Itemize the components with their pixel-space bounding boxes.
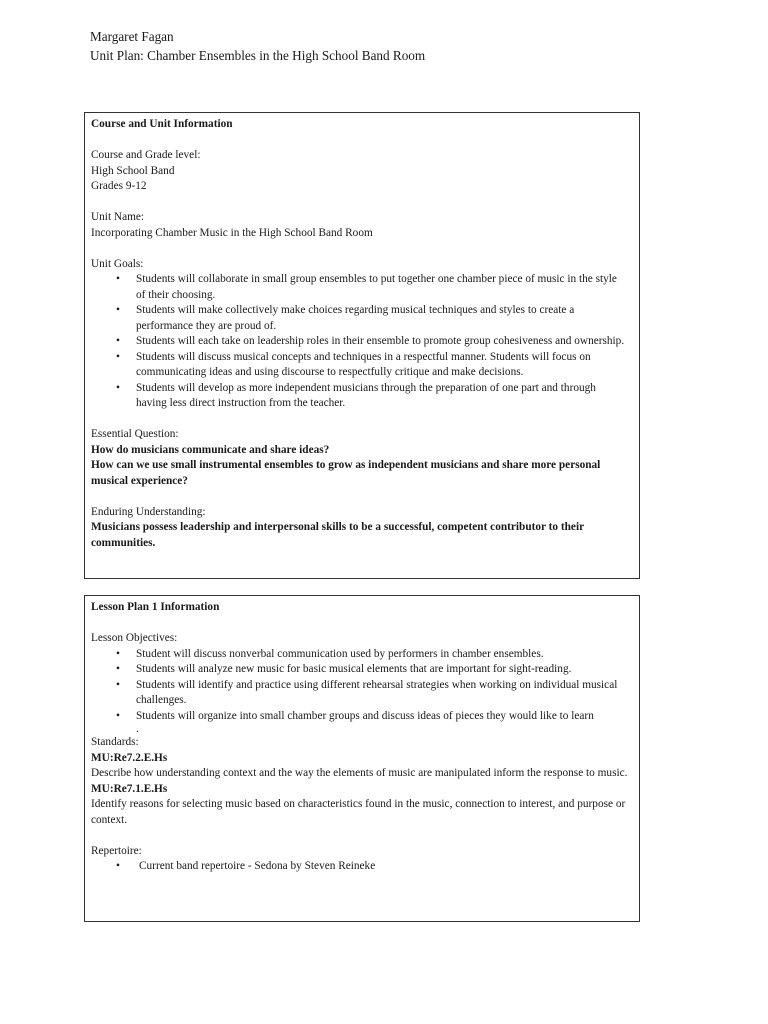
enduring-understanding-label: Enduring Understanding: <box>91 505 206 518</box>
standard-text: Describe how understanding context and the way the elements of music are manipulated inform the response to music. <box>91 767 628 779</box>
unit-goals-label: Unit Goals: <box>91 257 144 270</box>
unit-goals-list <box>91 272 629 412</box>
unit-name: Incorporating Chamber Music in the High School Band Room <box>91 226 373 239</box>
document-header <box>90 27 425 65</box>
lesson-plan-heading: Lesson Plan 1 Information <box>91 601 220 613</box>
standard-text: Identify reasons for selecting music based on characteristics found in the music, connection to interest, and purpose or context. <box>91 798 626 826</box>
list-item: • Students will develop as more independent musicians through the preparation of one part and through having less direct instruction from the teacher. <box>91 381 629 412</box>
essential-question-label: Essential Question: <box>91 428 179 440</box>
list-item: • Student will discuss nonverbal communication used by performers in chamber ensembles. <box>91 647 629 663</box>
essential-question: How can we use small instrumental ensembles to grow as independent musicians and share more personal musical experience? <box>91 459 601 487</box>
essential-question: How do musicians communicate and share ideas? <box>91 443 330 456</box>
repertoire-list <box>91 859 629 875</box>
enduring-understanding: Musicians possess leadership and interpersonal skills to be a successful, competent contributor to their communities. <box>91 521 584 549</box>
course-unit-info-box <box>84 112 640 579</box>
lesson-objectives-label: Lesson Objectives: <box>91 632 178 644</box>
course-unit-heading: Course and Unit Information <box>91 118 233 130</box>
stray-period: . <box>136 723 139 735</box>
list-item: • Students will discuss musical concepts and techniques in a respectful manner. Students will focus on communicating ideas and using discourse to respectfully critique and make decisions. <box>91 350 629 381</box>
lesson-plan-info-box <box>84 595 640 922</box>
list-item: • Students will collaborate in small group ensembles to put together one chamber piece of music in the style of their choosing. <box>91 272 629 303</box>
list-item: • Current band repertoire - Sedona by Steven Reineke <box>91 859 629 875</box>
grade-line: Grades 9-12 <box>91 180 147 192</box>
standard-code: MU:Re7.2.E.Hs <box>91 751 168 764</box>
unit-plan-title: Unit Plan: Chamber Ensembles in the High School Band Room <box>90 48 426 63</box>
standard-code: MU:Re7.1.E.Hs <box>91 782 168 795</box>
author-name: Margaret Fagan <box>90 29 174 44</box>
grade-line: High School Band <box>91 164 175 177</box>
standards-label: Standards: <box>91 736 139 748</box>
grade-level-label: Course and Grade level: <box>91 149 201 161</box>
list-item: • Students will make collectively make choices regarding musical techniques and styles to create a performance they are proud of. <box>91 303 629 334</box>
list-item: • Students will identify and practice using different rehearsal strategies when working on individual musical challenges. <box>91 678 629 709</box>
lesson-objectives-list <box>91 647 629 725</box>
repertoire-label: Repertoire: <box>91 844 142 857</box>
list-item: • Students will each take on leadership roles in their ensemble to promote group cohesiveness and ownership. <box>91 334 629 350</box>
unit-name-label: Unit Name: <box>91 211 145 223</box>
list-item: • Students will analyze new music for basic musical elements that are important for sight-reading. <box>91 662 629 678</box>
list-item: • Students will organize into small chamber groups and discuss ideas of pieces they would like to learn <box>91 709 629 725</box>
